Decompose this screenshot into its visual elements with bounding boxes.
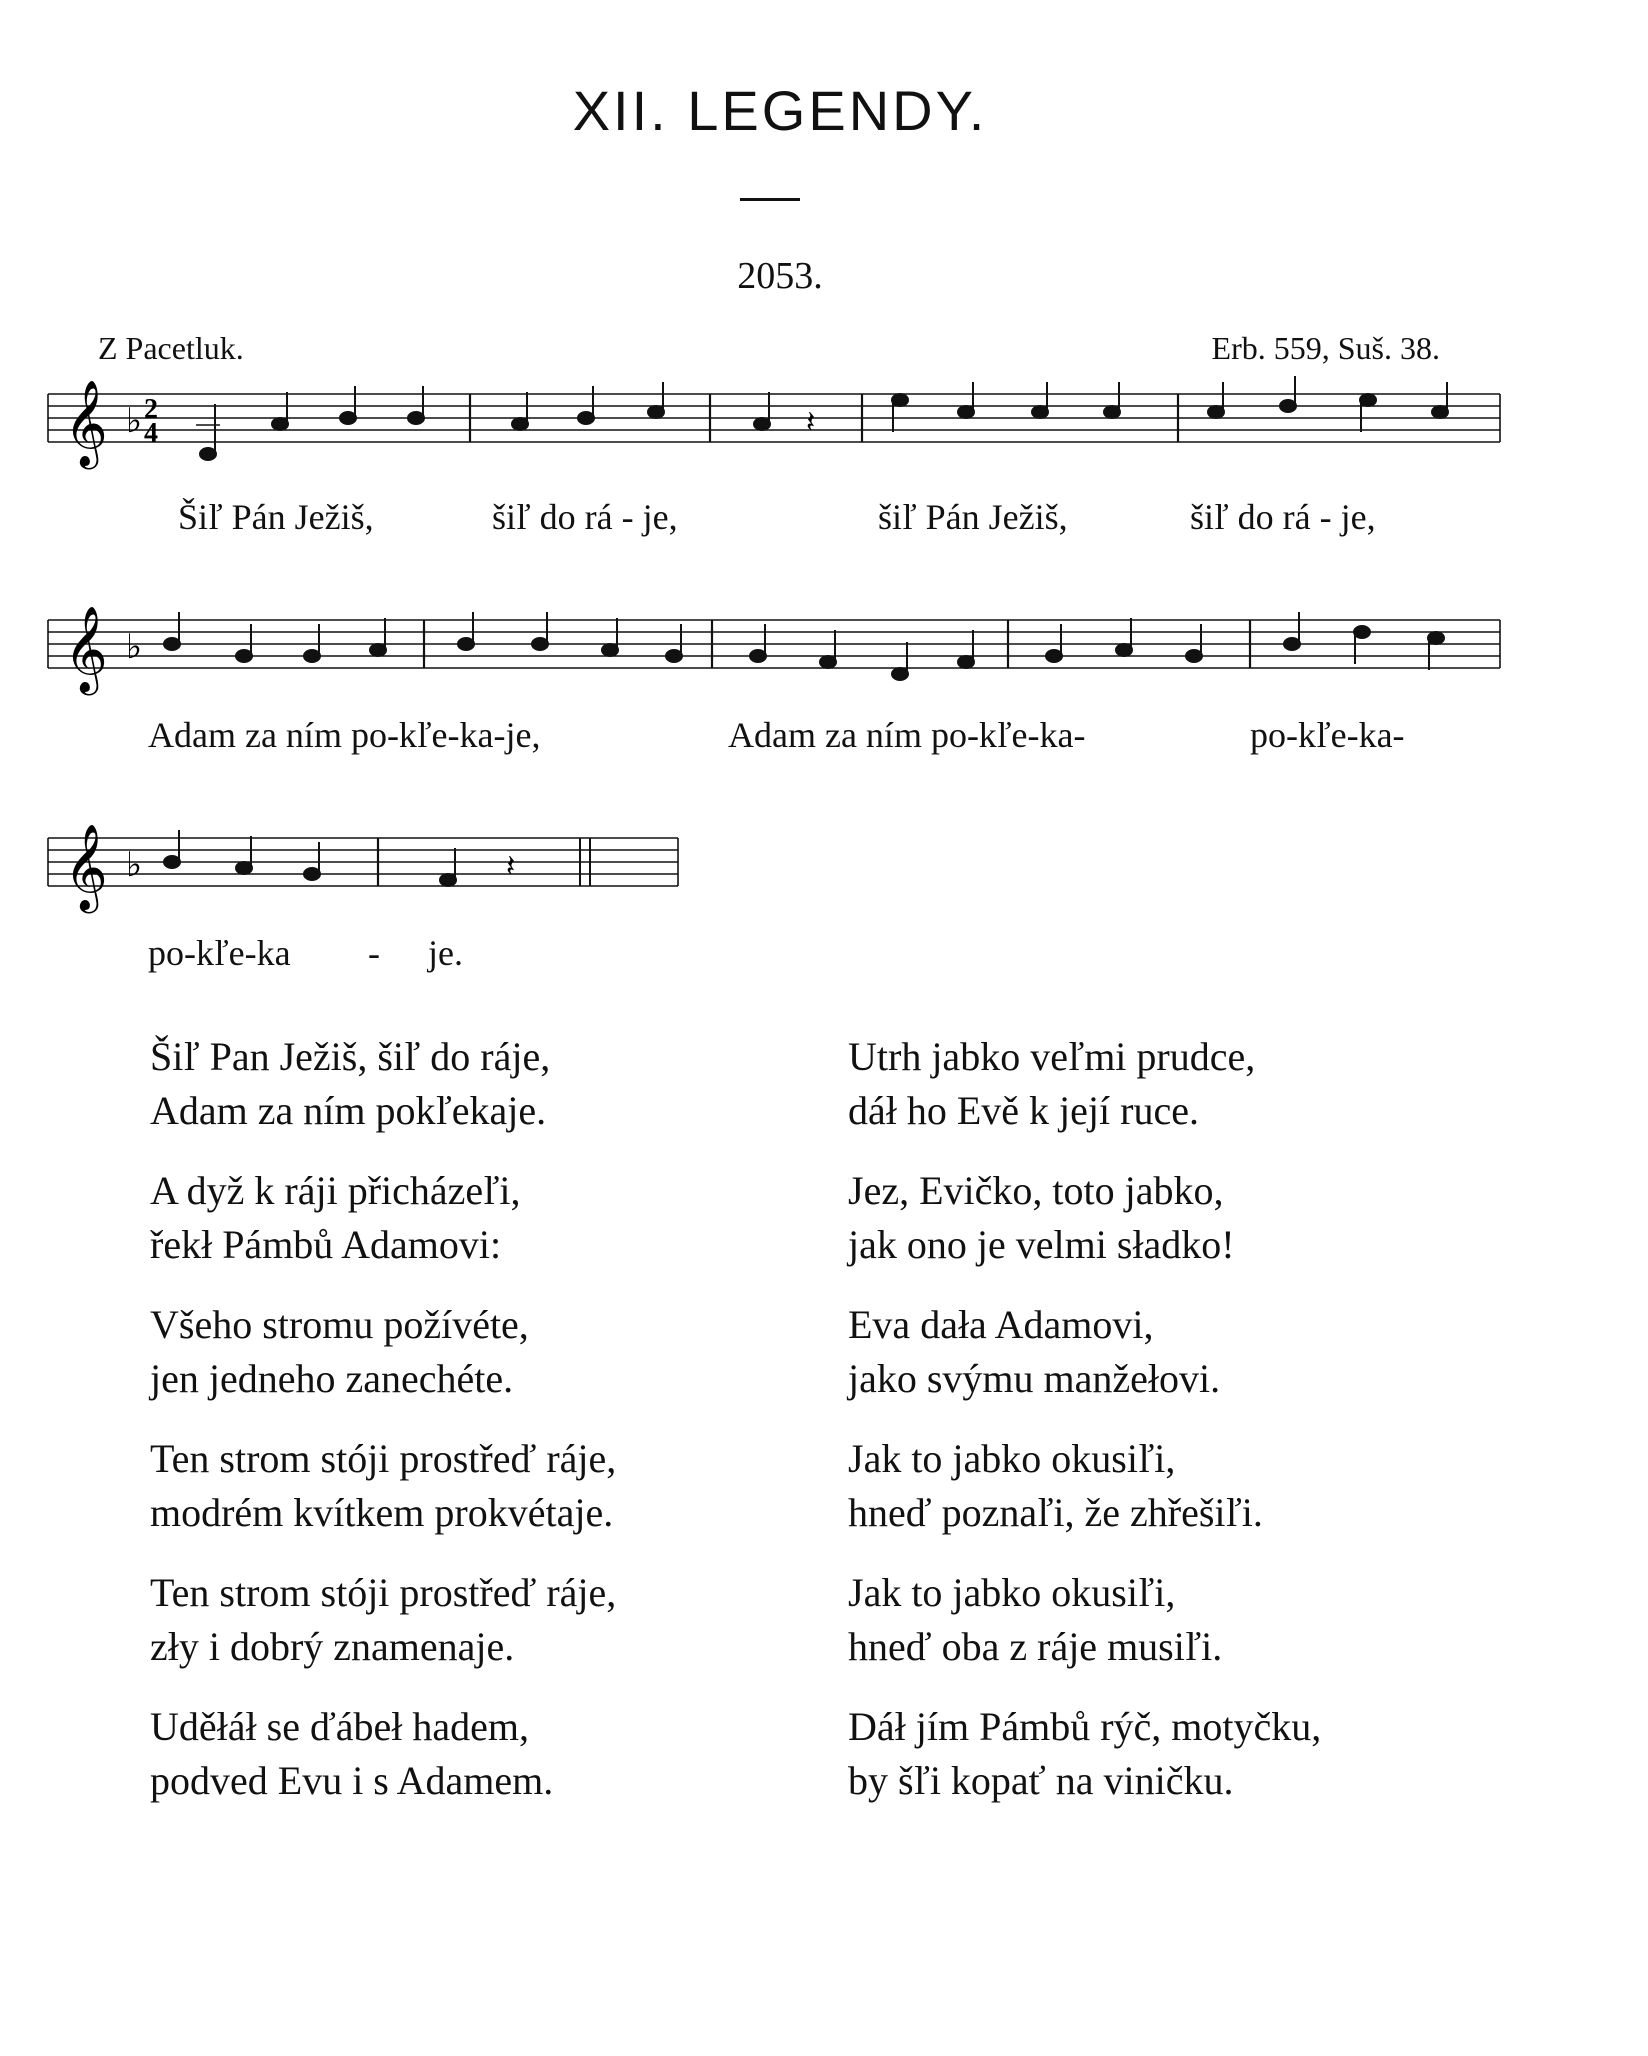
- time-signature-top: 2: [144, 394, 158, 425]
- verse-line: Ten strom stóji prostřeď ráje,: [150, 1436, 617, 1481]
- stanza-left-5: [150, 1566, 770, 1674]
- treble-clef-icon: 𝄞: [64, 824, 108, 910]
- lyric-1-2: šiľ do rá - je,: [492, 497, 678, 537]
- lyric-3-3: je.: [428, 933, 463, 973]
- verse-line: jako svýmu manžełovi.: [848, 1356, 1221, 1401]
- verse-line: Všeho stromu požívéte,: [150, 1302, 529, 1347]
- verse-line: A dyž k ráji přicházeľi,: [150, 1168, 521, 1213]
- stanza-left-4: [150, 1432, 770, 1540]
- verse-line: zły i dobrý znamenaje.: [150, 1624, 515, 1669]
- time-signature-bottom: 4: [144, 418, 158, 449]
- verse-line: hneď poznaľi, že zhřešiľi.: [848, 1490, 1263, 1535]
- verses-right-column: [848, 1030, 1468, 1834]
- stanza-right-3: [848, 1298, 1468, 1406]
- lyric-1-1: Šiľ Pán Ježiš,: [178, 497, 374, 537]
- verse-line: Jak to jabko okusiľi,: [848, 1570, 1176, 1615]
- verse-line: podved Evu i s Adamem.: [150, 1758, 554, 1803]
- stanza-right-2: [848, 1164, 1468, 1272]
- verse-line: Jak to jabko okusiľi,: [848, 1436, 1176, 1481]
- rest-1: 𝄽: [806, 406, 816, 439]
- verse-line: Ten strom stóji prostřeď ráje,: [150, 1570, 617, 1615]
- treble-clef-icon: 𝄞: [64, 380, 108, 466]
- key-signature-flat: ♭: [126, 845, 143, 885]
- song-number: 2053.: [737, 255, 823, 297]
- music-staff-3: [0, 0, 1648, 1000]
- verse-line: jen jedneho zanechéte.: [150, 1356, 514, 1401]
- verse-line: modrém kvítkem prokvétaje.: [150, 1490, 614, 1535]
- stanza-right-5: [848, 1566, 1468, 1674]
- stanza-right-4: [848, 1432, 1468, 1540]
- verse-line: by šľi kopať na viničku.: [848, 1758, 1234, 1803]
- verse-line: Šiľ Pan Ježiš, šiľ do ráje,: [150, 1034, 551, 1079]
- lyric-2-3: po-kľe-ka-: [1250, 715, 1405, 755]
- stanza-right-6: [848, 1700, 1468, 1808]
- staff-lines: [48, 838, 678, 886]
- stanza-left-1: [150, 1030, 770, 1138]
- key-signature-flat: ♭: [126, 627, 143, 667]
- chapter-title: XII. LEGENDY.: [572, 79, 988, 142]
- verse-line: Adam za ním pokľekaje.: [150, 1088, 547, 1133]
- lyric-1-3: šiľ Pán Ježiš,: [878, 497, 1068, 537]
- lyric-3-2: -: [368, 933, 380, 973]
- verse-line: jak ono je velmi sładko!: [848, 1222, 1235, 1267]
- verse-line: Dáł jím Pámbů rýč, motyčku,: [848, 1704, 1322, 1749]
- key-signature-flat: ♭: [126, 401, 143, 441]
- verse-line: řekł Pámbů Adamovi:: [150, 1222, 502, 1267]
- verse-line: Jez, Evičko, toto jabko,: [848, 1168, 1224, 1213]
- stanza-left-3: [150, 1298, 770, 1406]
- verse-line: Utrh jabko veľmi prudce,: [848, 1034, 1256, 1079]
- verse-line: Eva dała Adamovi,: [848, 1302, 1154, 1347]
- stanza-left-6: [150, 1700, 770, 1808]
- stanza-left-2: [150, 1164, 770, 1272]
- verse-line: hneď oba z ráje musiľi.: [848, 1624, 1223, 1669]
- verse-line: dáł ho Evě k její ruce.: [848, 1088, 1199, 1133]
- lyric-2-1: Adam za ním po-kľe-ka-je,: [148, 715, 541, 755]
- song-source: Z Pacetluk.: [98, 330, 244, 366]
- lyric-2-2: Adam za ním po-kľe-ka-: [728, 715, 1086, 755]
- lyric-3-1: po-kľe-ka: [148, 933, 291, 973]
- verses-left-column: [150, 1030, 770, 1834]
- treble-clef-icon: 𝄞: [64, 606, 108, 692]
- verse-line: Uděłáł se ďábeł hadem,: [150, 1704, 530, 1749]
- song-reference: Erb. 559, Suš. 38.: [1211, 330, 1440, 366]
- rest-2: 𝄽: [506, 850, 516, 883]
- stanza-right-1: [848, 1030, 1468, 1138]
- lyric-1-4: šiľ do rá - je,: [1190, 497, 1376, 537]
